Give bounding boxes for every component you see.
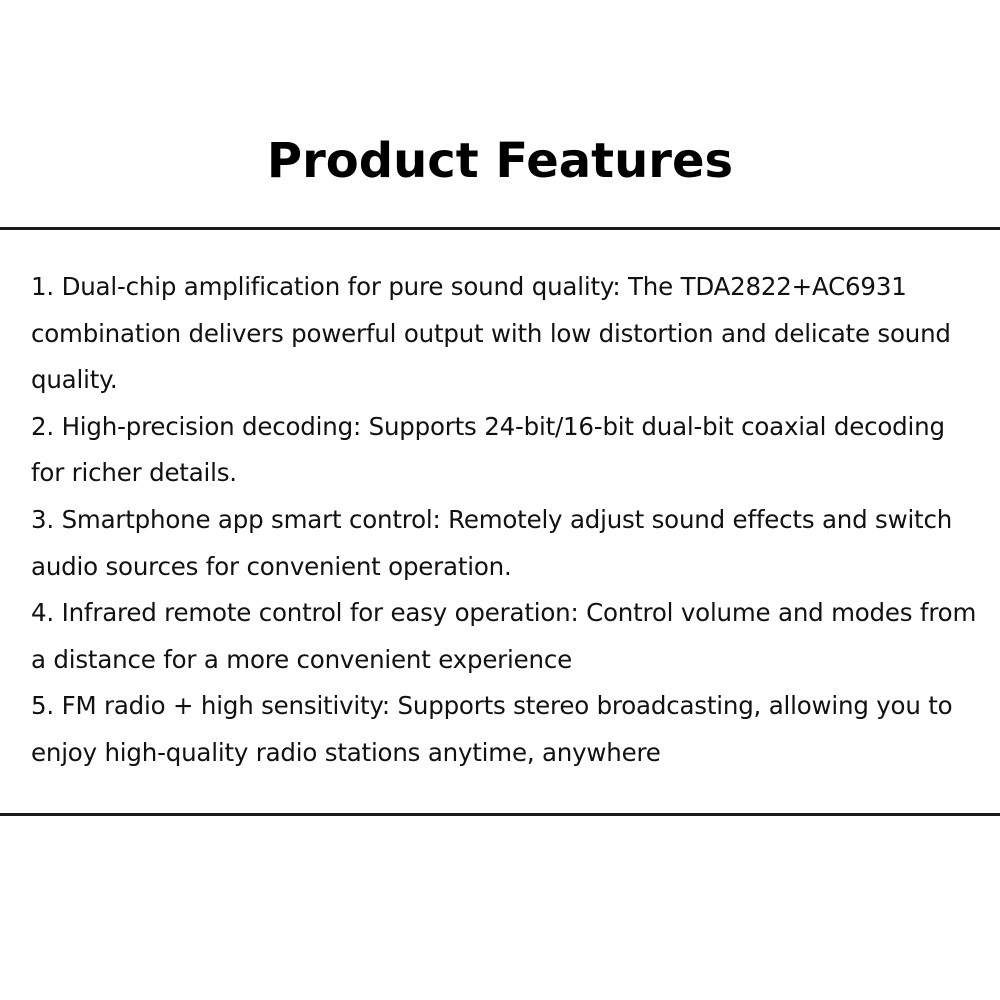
feature-item-4: 4. Infrared remote control for easy operation: Control volume and modes from a distance for a more convenient experience	[31, 598, 977, 674]
feature-list	[31, 264, 981, 777]
feature-item-2: 2. High-precision decoding: Supports 24-bit/16-bit dual-bit coaxial decoding for richer details.	[31, 411, 945, 488]
bottom-divider	[0, 813, 1000, 816]
feature-item-3: 3. Smartphone app smart control: Remotely adjust sound effects and switch audio sources for convenient operation.	[31, 504, 953, 581]
top-divider	[0, 227, 1000, 230]
feature-item-5: 5. FM radio + high sensitivity: Supports stereo broadcasting, allowing you to enjoy high-quality radio stations anytime, anywhere	[31, 691, 953, 767]
feature-item-1: 1. Dual-chip amplification for pure sound quality: The TDA2822+AC6931 combination delivers powerful output with low distortion and delicate sound quality.	[31, 272, 951, 395]
page-title: Product Features	[266, 133, 734, 189]
